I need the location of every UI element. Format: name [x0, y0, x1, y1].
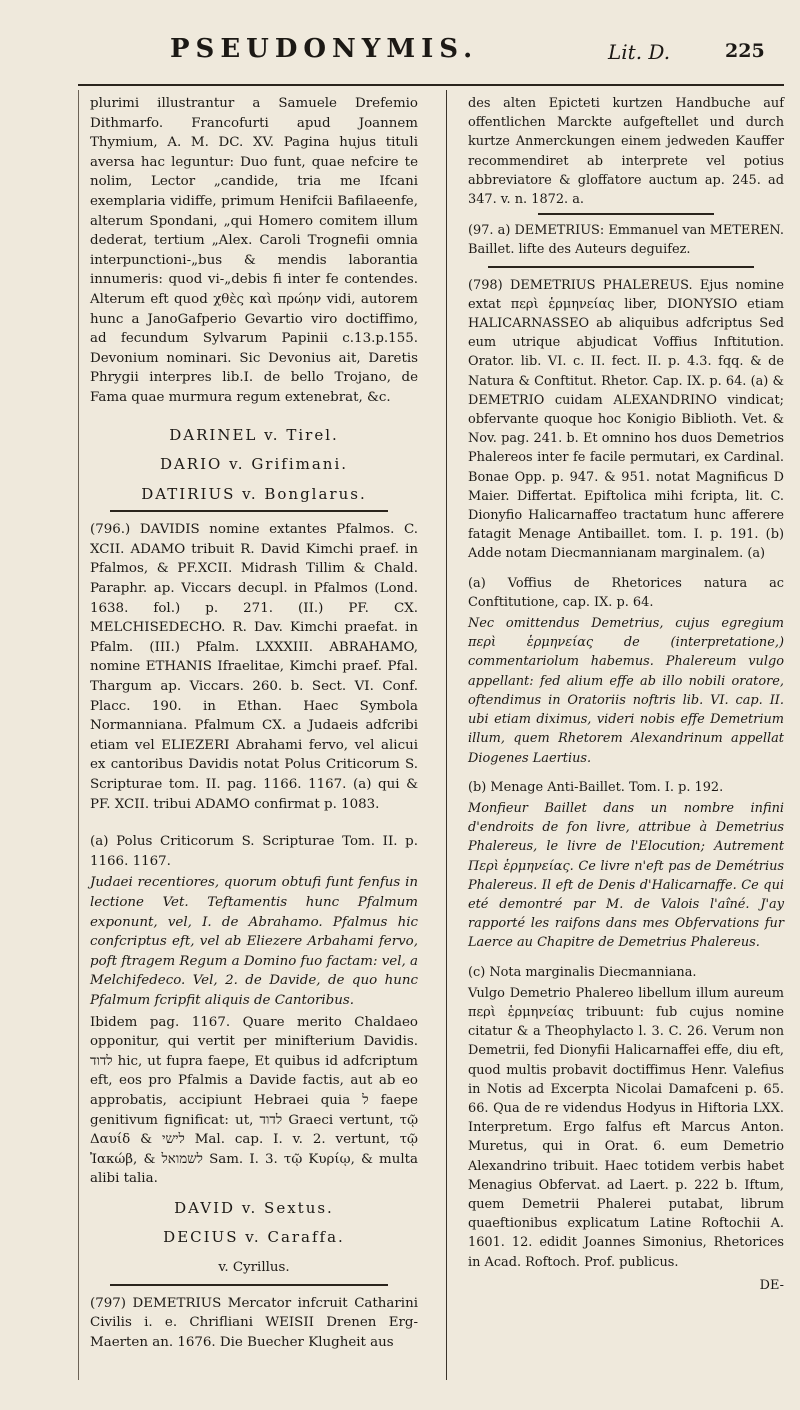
section-separator [110, 510, 388, 512]
footnote-quote-vossius: Nec omittendus Demetrius, cujus egregium περὶ ἑρμηνείας de (interpretatione,) commentariolum habemus. Phalereum vulgo appellant: fed alium effe ab illo nobili oratore, oftendimus in Oratoriis noftris lib. VI. cap. II. ubi etiam diximus, videri nobis effe Demetrium illum, quem Rhetorem Alexandrinum appellat Diogenes Laertius. [468, 616, 784, 766]
footnote-quote-ibidem: Ibidem pag. 1167. Quare merito Chaldaeo opponitur, qui vertit per minifterium Davidis. לדוד hic, ut fupra faepe, Et quibus id adfcriptum eft, eos pro Pfalmis a Davide factis, aut ab eo approbatis, accipiunt Hebraei quia ל faepe genitivum fignificat: ut, לדוד Graeci vertunt, τῷ Δαυίδ & לישי Mal. cap. I. v. 2. vertunt, τῷ Ἰακώβ, & לשמואל Sam. I. 3. τῷ Κυρίῳ, & multa alibi talia. [90, 1014, 419, 1187]
section-separator-2 [110, 1284, 388, 1286]
entry-796-davidis: (796.) DAVIDIS nomine extantes Pfalmos. C. XCII. ADAMO tribuit R. David Kimchi praef. in Pfalmos, & PF.XCII. Midrash Tillim & Chald. Paraphr. ap. Viccars decupl. in Pfalmos (Lond. 1638. fol.) p. 271. (II.) PF. CX. MELCHISEDECHO. R. Dav. Kimchi praefat. in Pfalm. (III.) Pfalm. LXXXIII. ABRAHAMO, nomine ETHANIS Ifraelitae, Kimchi praef. Pfal. Thargum ap. Viccars. 260. b. Sect. VI. Conf. Placc. 190. in Ethan. Haec Symbola Normanniana. Pfalmum CX. a Judaeis adfcribi etiam vel ELIEZERI Abrahami fervo, vel alicui ex cantoribus Davidis notat Polus Criticorum S. Scripturae tom. II. pag. 1166. 1167. (a) qui & PF. XCII. tribui ADAMO confirmat p. 1083. [90, 522, 418, 812]
footnote-a-polus: (a) Polus Criticorum S. Scripturae Tom. II. p. 1166. 1167. [90, 834, 418, 869]
footnote-quote-diecmann: Vulgo Demetrio Phalereo libellum illum aureum περὶ ἑρμηνείας tribuunt: fub cujus nomine citatur & a Theophylacto l. 3. C. 26. Verum non Demetrii, fed Dionyfii Halicarnaffei effe, diu eft, quod multis probavit doctiffimus Henr. Valefius in Notis ad Excerpta Nicolai Damafceni p. 65. 66. Qua de re videndus Hodyus in Hiftoria LXX. Interpretum. Ergo falfus eft Marcus Anton. Muretus, qui in Orat. 6. eum Demetrio Alexandrino tribuit. Haec totidem verbis habet Menagius Obfervat. ad Laert. p. 222 b. Iftum, quem Demetrii Phalerei putabat, librum quaeftionibus explicatum Latine Roftochii A. 1601. 12. edidit Joannes Simonius, Rhetorices in Acad. Roftoch. Prof. publicus. [468, 985, 784, 1270]
page-number: 225 [725, 40, 765, 62]
running-title: PSEUDONYMIS. [170, 34, 479, 64]
crossref-decius: DECIUS v. Caraffa. [163, 1228, 345, 1247]
footnote-b-menage: (b) Menage Anti-Baillet. Tom. I. p. 192. [468, 779, 724, 795]
footnote-c-diecmann: (c) Nota marginalis Diecmanniana. [468, 964, 697, 980]
entry-97a-demetrius: (97. a) DEMETRIUS: Emmanuel van METEREN. Baillet. lifte des Auteurs deguifez. [468, 223, 784, 258]
crossref-david: DAVID v. Sextus. [174, 1198, 334, 1217]
footnote-a-vossius: (a) Voffius de Rhetorices natura ac Conftitutione, cap. IX. p. 64. [468, 575, 784, 610]
crossref-dario: DARIO v. Grifimani. [159, 455, 349, 474]
crossref-cyrillus: v. Cyrillus. [218, 1260, 290, 1276]
catchword: DE- [759, 1277, 784, 1293]
header-rule [78, 84, 784, 86]
page-header [100, 34, 780, 78]
right-column [468, 94, 784, 1297]
right-separator-2 [488, 266, 754, 268]
section-label: Lit. D. [608, 40, 671, 64]
entry-797-continued: des alten Epicteti kurtzen Handbuche auf offentlichen Marckte aufgeftellet und durch kurtze Anmerckungen einem jedweden Kauffer recommendiret ab interprete vel potius abbreviatore & gloffatore auctum ap. 245. ad 347. v. n. 1872. a. [468, 96, 784, 208]
right-separator-1 [538, 213, 714, 215]
column-divider [446, 90, 447, 1380]
footnote-quote-menage: Monfieur Baillet dans un nombre infini d'endroits de fon livre, attribue à Demetrius Phalereus, le livre de l'Elocution; Autrement Περὶ ἑρμηνείας. Ce livre n'eft pas de Demétrius Phalereus. Il eft de Denis d'Halicarnaffe. Ce qui eté demontré par M. de Valois l'aîné. J'ay rapporté les raifons dans mes Obfervations fur Laerce au Chapitre de Demetrius Phalereus. [468, 800, 784, 951]
entry-798-phalereus: (798) DEMETRIUS PHALEREUS. Ejus nomine extat περὶ ἑρμηνείας liber, DIONYSIO etiam HALICARNASSEO ab aliquibus adfcriptus Sed eum utrique abjudicat Voffius Inftitution. Orator. lib. VI. c. II. fect. II. p. 4.3. fqq. & de Natura & Conftitut. Rhetor. Cap. IX. p. 64. (a) & DEMETRIO cuidam ALEXANDRINO vindicat; obfervante quoque hoc Konigio Biblioth. Vet. & Nov. pag. 241. b. Et omnino hos duos Demetrios Phalereos inter fe facile permutari, ex Cardinal. Bonae Opp. p. 947. & 951. notat Magnificus D Maier. Differtat. Epiftolica mihi fcripta, lit. C. Dionyfio Halicarnaffeo tractatum hunc afferere fatagit Menage Antibaillet. tom. I. p. 191. (b) Adde notam Diecmannianam marginalem. (a) [468, 277, 784, 562]
footnote-quote-judaei: Judaei recentiores, quorum obtufi funt fenfus in lectione Vet. Teftamentis hunc Pfalmum exponunt, vel, I. de Abrahamo. Pfalmus hic confcriptus eft, vel ab Eliezere Arbahami fervo, poft ftragem Regum a Domino fuo factam: vel, a Melchifedeco. Vel, 2. de Davide, de quo hunc Pfalmum fcripfit aliquis de Cantoribus. [90, 875, 418, 1008]
entry-797-demetrius: (797) DEMETRIUS Mercator infcruit Catharini Civilis i. e. Chrifliani WEISII Drenen Erg-Maerten an. 1676. Die Buecher Klugheit aus [90, 1295, 418, 1350]
left-column [90, 94, 418, 1354]
left-edge-line [78, 90, 79, 1380]
entry-devonius-text: plurimi illustrantur a Samuele Drefemio Dithmarfo. Francofurti apud Joannem Thymium, A. M. DC. XV. Pagina hujus tituli aversa hac leguntur: Duo funt, quae nefcire te nolim, Lector „candide, tria me Ifcani exemplaria vidiffe, primum Henifcii Bafilaeenfe, alterum Spondani, „qui Homero comitem illum dederat, tertium „Alex. Caroli Trognefii omnia interpunctioni-„bus & mendis laborantia innumeris: quod vi-„debis fi inter fe contendes. Alterum eft quod χθὲς καὶ πρώην vidi, autorem hunc a JanoGafperio Gevartio viro doctiffimo, ad fecundum Sylvarum Papinii c.13.p.155. Devonium nominari. Sic Devonius ait, Daretis Phrygii interpres lib.I. de bello Trojano, de Fama quae murmura regum extenebrat, &c. [90, 96, 418, 405]
crossref-datirius: DATIRIUS v. Bonglarus. [141, 484, 367, 503]
crossref-darinel: DARINEL v. Tirel. [169, 425, 339, 444]
